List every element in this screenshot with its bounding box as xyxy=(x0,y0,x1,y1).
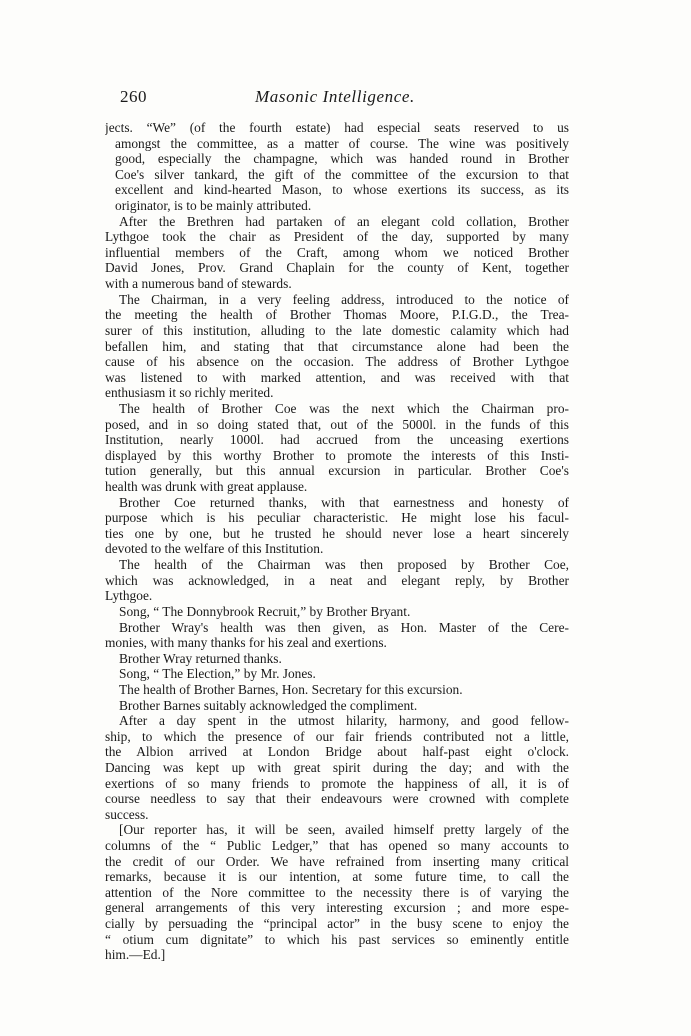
text-line: exertions of so many friends to promote the happiness of all, it is of xyxy=(105,775,569,791)
paragraph xyxy=(105,557,569,604)
text-line: Dancing was kept up with great spirit during the day; and with the xyxy=(105,759,569,775)
text-line: Lythgoe took the chair as President of the day, supported by many xyxy=(105,229,569,245)
text-line: befallen him, and stating that that circumstance alone had been the xyxy=(105,338,569,354)
text-line: with a numerous band of stewards. xyxy=(105,276,292,292)
text-line: was listened to with marked attention, and was received with that xyxy=(105,369,569,385)
text-line: success. xyxy=(105,806,149,822)
text-line: Coe's silver tankard, the gift of the committee of the excursion to that xyxy=(115,166,569,182)
text-line: the meeting the health of Brother Thomas Moore, P.I.G.D., the Trea- xyxy=(105,307,569,323)
paragraph xyxy=(105,651,569,667)
text-line: health was drunk with great applause. xyxy=(105,479,308,495)
text-line: Brother Wray's health was then given, as Hon. Master of the Cere- xyxy=(119,619,569,635)
text-line: devoted to the welfare of this Institution. xyxy=(105,541,324,557)
text-line: remarks, because it is our intention, at some future time, to call the xyxy=(105,869,569,885)
paragraph xyxy=(105,620,569,651)
paragraph xyxy=(105,214,569,292)
text-line: posed, and in so doing stated that, out of the 5000l. in the funds of this xyxy=(105,416,569,432)
text-line: attention of the Nore committee to the necessity there is of varying the xyxy=(105,884,569,900)
running-title: Masonic Intelligence. xyxy=(255,87,415,106)
text-line: Song, “ The Donnybrook Recruit,” by Brother Bryant. xyxy=(119,603,411,619)
text-line: [Our reporter has, it will be seen, availed himself pretty largely of the xyxy=(119,822,569,838)
text-line: monies, with many thanks for his zeal and exertions. xyxy=(105,635,387,651)
text-line: After a day spent in the utmost hilarity, harmony, and good fellow- xyxy=(119,713,569,729)
text-line: The health of Brother Coe was the next which the Chairman pro- xyxy=(119,400,569,416)
page-header xyxy=(120,87,590,107)
text-line: ship, to which the presence of our fair friends contributed not a little, xyxy=(105,728,569,744)
text-line: cause of his absence on the occasion. The address of Brother Lythgoe xyxy=(105,354,569,370)
text-line: the Albion arrived at London Bridge about half-past eight o'clock. xyxy=(105,744,569,760)
paragraph xyxy=(105,495,569,557)
text-line: Brother Wray returned thanks. xyxy=(119,650,282,666)
text-line: surer of this institution, alluding to the late domestic calamity which had xyxy=(105,322,569,338)
paragraph xyxy=(105,666,569,682)
text-line: David Jones, Prov. Grand Chaplain for the county of Kent, together xyxy=(105,260,569,276)
paragraph xyxy=(105,604,569,620)
paragraph xyxy=(105,682,569,698)
text-line: general arrangements of this very interesting excursion ; and more espe- xyxy=(105,900,569,916)
article-body xyxy=(105,120,569,963)
text-line: good, especially the champagne, which was handed round in Brother xyxy=(115,151,569,167)
paragraph xyxy=(105,292,569,401)
text-line: ties one by one, but he trusted he should never lose a heart sincerely xyxy=(105,525,569,541)
text-line: him.—Ed.] xyxy=(105,947,166,963)
text-line: displayed by this worthy Brother to promote the interests of this Insti- xyxy=(105,447,569,463)
text-line: enthusiasm it so richly merited. xyxy=(105,385,274,401)
text-line: amongst the committee, as a matter of course. The wine was positively xyxy=(115,135,569,151)
paragraph xyxy=(105,713,569,822)
text-line: Song, “ The Election,” by Mr. Jones. xyxy=(119,666,316,682)
page-number: 260 xyxy=(120,87,147,106)
text-line: excellent and kind-hearted Mason, to whose exertions its success, as its xyxy=(115,182,569,198)
text-line: After the Brethren had partaken of an elegant cold collation, Brother xyxy=(119,213,569,229)
text-line: originator, is to be mainly attributed. xyxy=(115,198,312,214)
text-line: The health of Brother Barnes, Hon. Secretary for this excursion. xyxy=(119,681,463,697)
paragraph xyxy=(105,120,569,214)
paragraph xyxy=(105,698,569,714)
text-line: which was acknowledged, in a neat and elegant reply, by Brother xyxy=(105,572,569,588)
text-line: Brother Barnes suitably acknowledged the compliment. xyxy=(119,697,418,713)
text-line: The Chairman, in a very feeling address, introduced to the notice of xyxy=(119,291,569,307)
text-line: columns of the “ Public Ledger,” that has opened so many accounts to xyxy=(105,838,569,854)
text-line: course needless to say that their endeavours were crowned with complete xyxy=(105,791,569,807)
paragraph xyxy=(105,822,569,962)
text-line: The health of the Chairman was then proposed by Brother Coe, xyxy=(119,557,569,573)
text-line: tution generally, but this annual excursion in particular. Brother Coe's xyxy=(105,463,569,479)
text-line: cially by persuading the “principal actor” in the busy scene to enjoy the xyxy=(105,916,569,932)
text-line: Lythgoe. xyxy=(105,588,153,604)
text-line: Institution, nearly 1000l. had accrued from the unceasing exertions xyxy=(105,432,569,448)
text-line: purpose which is his peculiar characteristic. He might lose his facul- xyxy=(105,510,569,526)
text-line: Brother Coe returned thanks, with that earnestness and honesty of xyxy=(119,494,569,510)
text-line: influential members of the Craft, among whom we noticed Brother xyxy=(105,244,569,260)
text-line: the credit of our Order. We have refrained from inserting many critical xyxy=(105,853,569,869)
paragraph xyxy=(105,401,569,495)
text-line: jects. “We” (of the fourth estate) had especial seats reserved to us xyxy=(105,120,569,135)
text-line: “ otium cum dignitate” to which his past services so eminently entitle xyxy=(105,931,569,947)
